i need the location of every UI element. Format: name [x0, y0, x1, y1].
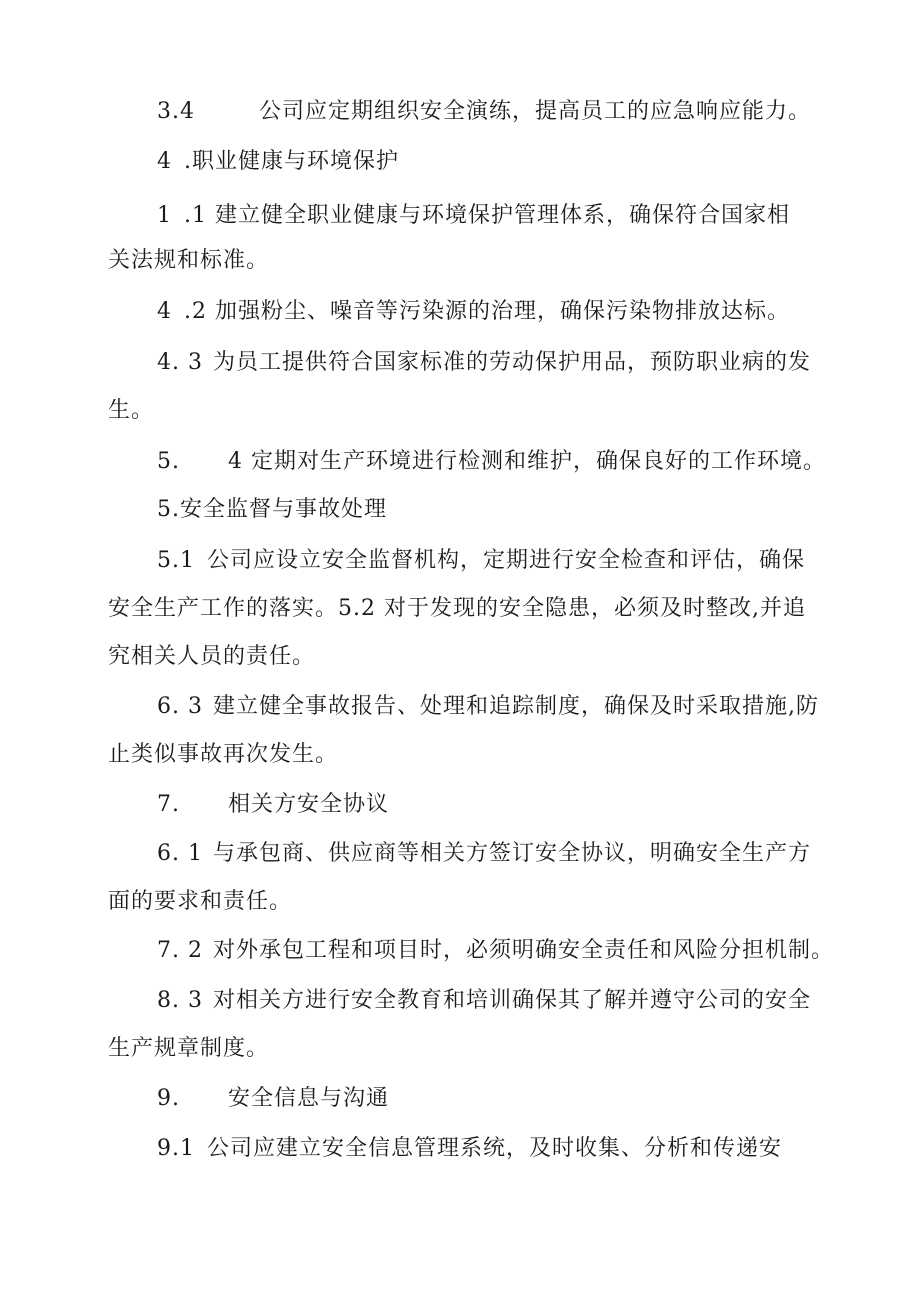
line-text: 止类似事故再次发生。	[108, 742, 339, 767]
paragraph-3-4	[157, 98, 811, 126]
section-heading-7	[157, 791, 389, 819]
paragraph-continuation	[108, 397, 154, 425]
paragraph-4-1	[157, 202, 790, 230]
line-text: .职业健康与环境保护	[184, 149, 399, 174]
item-number: 7.	[157, 792, 180, 817]
line-text: .2 加强粉尘、噪音等污染源的治理，确保污染物排放达标。	[184, 299, 790, 324]
section-heading-9	[157, 1085, 389, 1113]
line-text: 5.安全监督与事故处理	[157, 497, 387, 522]
item-number: 6. 1	[157, 841, 203, 866]
line-text: 关法规和标准。	[108, 248, 270, 273]
line-text: 与承包商、供应商等相关方签订安全协议，明确安全生产方	[212, 841, 811, 866]
paragraph-continuation	[108, 643, 315, 671]
line-text: 建立健全事故报告、处理和追踪制度，确保及时采取措施,防	[212, 694, 819, 719]
paragraph-8-3	[157, 987, 811, 1015]
line-text: 对外承包工程和项目时，必须明确安全责任和风险分担机制。	[212, 938, 834, 963]
item-number: 1	[157, 203, 172, 228]
line-text: 究相关人员的责任。	[108, 644, 316, 669]
section-heading-5	[157, 496, 387, 524]
paragraph-continuation	[108, 888, 292, 916]
item-number: 5.	[157, 449, 180, 474]
line-text: 相关方安全协议	[228, 792, 390, 817]
line-text: 公司应设立安全监督机构，定期进行安全检查和评估，确保	[207, 548, 806, 573]
paragraph-4-2	[157, 298, 790, 326]
paragraph-continuation	[108, 1035, 269, 1063]
line-text: 安全生产工作的落实。5.2 对于发现的安全隐患，必须及时整改,并追	[108, 596, 806, 621]
item-number: 4. 3	[157, 350, 203, 375]
paragraph-7-2	[157, 937, 834, 965]
line-text: 公司应建立安全信息管理系统，及时收集、分析和传递安	[207, 1136, 783, 1161]
item-number: 4	[157, 149, 172, 174]
item-number: 3.4	[157, 99, 195, 124]
item-number: 5.1	[157, 548, 195, 573]
line-text: .1 建立健全职业健康与环境保护管理体系，确保符合国家相	[184, 203, 790, 228]
item-number: 8. 3	[157, 988, 203, 1013]
line-text: 生。	[108, 398, 155, 423]
paragraph-5-4	[157, 448, 826, 476]
paragraph-continuation	[108, 741, 338, 769]
item-number: 9.1	[157, 1136, 195, 1161]
paragraph-4-3	[157, 349, 811, 377]
paragraph-6-1	[157, 840, 811, 868]
line-text: 公司应定期组织安全演练，提高员工的应急响应能力。	[259, 99, 812, 124]
line-text: 对相关方进行安全教育和培训确保其了解并遵守公司的安全	[212, 988, 811, 1013]
paragraph-5-1	[157, 547, 805, 575]
line-text: 4 定期对生产环境进行检测和维护，确保良好的工作环境。	[228, 449, 826, 474]
item-number: 7. 2	[157, 938, 203, 963]
line-text: 面的要求和责任。	[108, 889, 293, 914]
paragraph-9-1	[157, 1135, 782, 1163]
line-text: 安全信息与沟通	[228, 1086, 390, 1111]
item-number: 6. 3	[157, 694, 203, 719]
section-heading-4	[157, 148, 399, 176]
paragraph-6-3	[157, 693, 819, 721]
item-number: 4	[157, 299, 172, 324]
line-text: 为员工提供符合国家标准的劳动保护用品，预防职业病的发	[212, 350, 811, 375]
paragraph-continuation	[108, 247, 269, 275]
item-number: 9.	[157, 1086, 180, 1111]
paragraph-continuation	[108, 595, 806, 623]
line-text: 生产规章制度。	[108, 1036, 270, 1061]
